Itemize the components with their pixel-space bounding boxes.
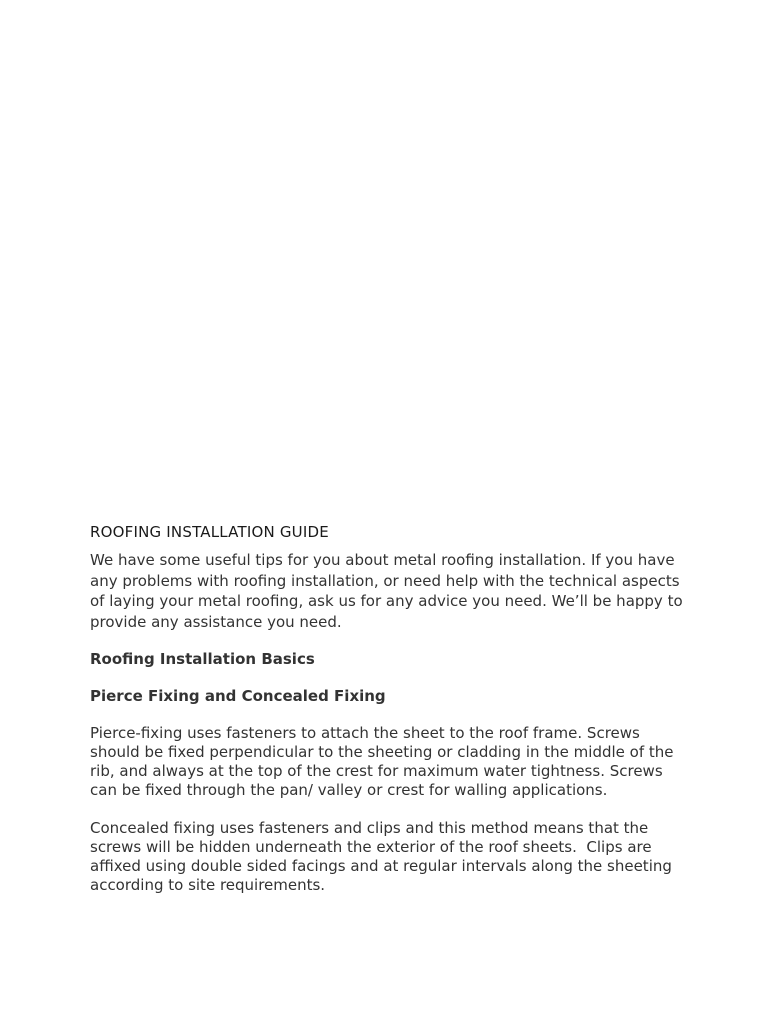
pierce-fixing-paragraph: Pierce-fixing uses fasteners to attach the sheet to the roof frame. Screws should be fixed perpendicular to the sheeting or cladding in the middle of the rib, and always at the top of the crest for maximum water tightness. Screws can be fixed through the pan/ valley or crest for walling applications. (90, 724, 674, 799)
section-heading-fixing: Pierce Fixing and Concealed Fixing (90, 687, 386, 705)
document-title: ROOFING INSTALLATION GUIDE (90, 523, 329, 541)
concealed-fixing-paragraph: Concealed fixing uses fasteners and clips and this method means that the screws will be hidden underneath the exterior of the roof sheets. Clips are affixed using double sided facings and at regular intervals along the sheeting according to site requirements. (90, 819, 677, 894)
document-content (90, 522, 690, 914)
section-heading-basics: Roofing Installation Basics (90, 650, 315, 668)
intro-paragraph: We have some useful tips for you about metal roofing installation. If you have any problems with roofing installation, or need help with the technical aspects of laying your metal roofing, ask us for any advice you need. We’ll be happy to provide any assistance you need. (90, 551, 683, 631)
